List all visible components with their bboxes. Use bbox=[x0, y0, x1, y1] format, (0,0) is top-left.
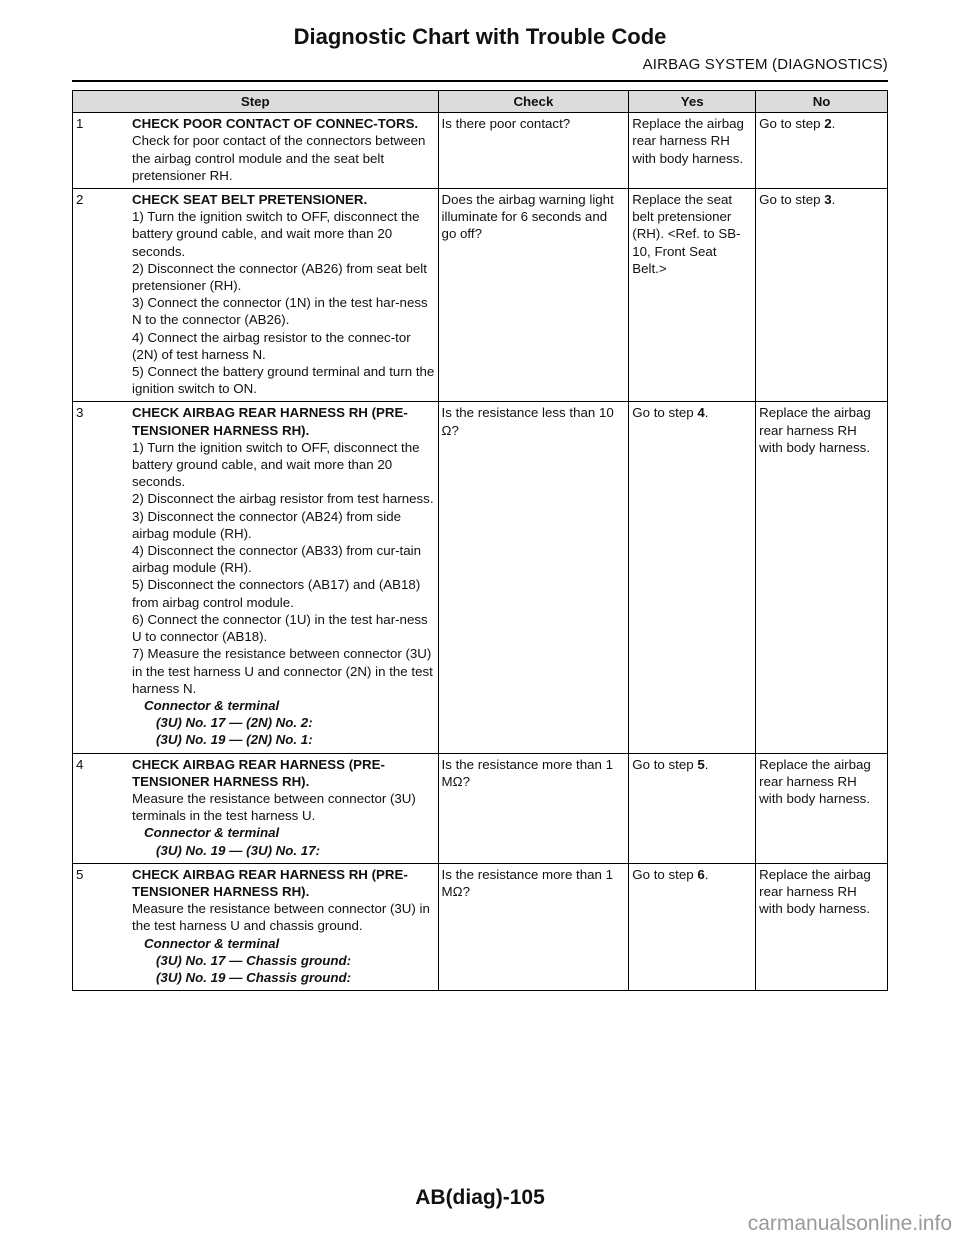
step-cell bbox=[73, 189, 439, 402]
check-cell: Is the resistance less than 10 Ω? bbox=[438, 402, 629, 753]
step-instruction: 4) Disconnect the connector (AB33) from cur-tain airbag module (RH). bbox=[132, 543, 421, 576]
step-instruction: 3) Disconnect the connector (AB24) from side airbag module (RH). bbox=[132, 508, 402, 541]
step-title: CHECK AIRBAG REAR HARNESS RH (PRE-TENSIONER HARNESS RH). bbox=[132, 405, 408, 438]
no-cell bbox=[756, 113, 888, 189]
no-cell: Replace the airbag rear harness RH with body harness. bbox=[756, 863, 888, 990]
table-row bbox=[73, 189, 888, 402]
connector-terminal-label: Connector & terminal bbox=[144, 825, 280, 841]
no-cell: Replace the airbag rear harness RH with body harness. bbox=[756, 753, 888, 863]
step-number: 3 bbox=[76, 405, 84, 421]
goto-step-text: Go to step bbox=[632, 756, 698, 772]
goto-step-text: Go to step bbox=[759, 192, 825, 208]
column-header-no: No bbox=[756, 91, 888, 113]
step-cell bbox=[73, 402, 439, 753]
goto-step-text: Go to step bbox=[759, 116, 825, 132]
column-header-check: Check bbox=[438, 91, 629, 113]
step-instruction: 6) Connect the connector (1U) in the test har-ness U to connector (AB18). bbox=[132, 611, 428, 645]
connector-terminal-item: (3U) No. 17 — (2N) No. 2: bbox=[156, 715, 313, 731]
yes-cell bbox=[629, 753, 756, 863]
yes-cell bbox=[629, 863, 756, 990]
header-rule bbox=[72, 80, 888, 82]
goto-step-link[interactable]: 2 bbox=[824, 116, 832, 132]
step-instruction: 1) Turn the ignition switch to OFF, disconnect the battery ground cable, and wait more than 20 seconds. bbox=[132, 439, 420, 490]
goto-step-suffix: . bbox=[704, 405, 709, 421]
no-cell bbox=[756, 189, 888, 402]
diagnostic-table bbox=[72, 90, 888, 991]
step-instruction: Measure the resistance between connector (3U) terminals in the test harness U. bbox=[132, 790, 416, 824]
goto-step-suffix: . bbox=[704, 756, 709, 772]
page-title: Diagnostic Chart with Trouble Code bbox=[293, 24, 667, 49]
check-cell: Is the resistance more than 1 MΩ? bbox=[438, 863, 629, 990]
goto-step-link[interactable]: 3 bbox=[824, 192, 832, 208]
goto-step-suffix: . bbox=[704, 866, 709, 882]
step-number: 4 bbox=[76, 756, 84, 772]
step-cell bbox=[73, 753, 439, 863]
goto-step-link[interactable]: 4 bbox=[697, 405, 705, 421]
column-header-yes: Yes bbox=[629, 91, 756, 113]
watermark: carmanualsonline.info bbox=[747, 1212, 952, 1235]
step-title: CHECK SEAT BELT PRETENSIONER. bbox=[132, 192, 368, 208]
section-subtitle: AIRBAG SYSTEM (DIAGNOSTICS) bbox=[642, 56, 888, 73]
step-instruction: 5) Connect the battery ground terminal and turn the ignition switch to ON. bbox=[132, 364, 435, 397]
step-title: CHECK AIRBAG REAR HARNESS RH (PRE-TENSIONER HARNESS RH). bbox=[132, 866, 408, 899]
connector-terminal-label: Connector & terminal bbox=[144, 935, 280, 951]
step-cell bbox=[73, 113, 439, 189]
connector-terminal-item: (3U) No. 19 — (2N) No. 1: bbox=[156, 732, 313, 748]
check-cell: Does the airbag warning light illuminate for 6 seconds and go off? bbox=[438, 189, 629, 402]
step-instruction: 1) Turn the ignition switch to OFF, disconnect the battery ground cable, and wait more than 20 seconds. bbox=[132, 209, 420, 259]
step-instruction: Measure the resistance between connector (3U) in the test harness U and chassis ground. bbox=[132, 901, 430, 934]
goto-step-suffix: . bbox=[831, 192, 836, 208]
step-instruction: 2) Disconnect the airbag resistor from test harness. bbox=[132, 491, 434, 507]
step-instruction: 7) Measure the resistance between connector (3U) in the test harness U and connector (2N) in the test harness N. bbox=[132, 646, 433, 696]
yes-cell: Replace the airbag rear harness RH with body harness. bbox=[629, 113, 756, 189]
table-row bbox=[73, 863, 888, 990]
connector-terminal-item: (3U) No. 17 — Chassis ground: bbox=[156, 952, 352, 968]
step-number: 2 bbox=[76, 192, 84, 208]
step-title: CHECK AIRBAG REAR HARNESS (PRE-TENSIONER HARNESS RH). bbox=[132, 756, 385, 789]
table-row bbox=[73, 402, 888, 753]
yes-cell: Replace the seat belt pretensioner (RH). <Ref. to SB-10, Front Seat Belt.> bbox=[629, 189, 756, 402]
table-row bbox=[73, 113, 888, 189]
table-header-row bbox=[73, 91, 888, 113]
step-title: CHECK POOR CONTACT OF CONNEC-TORS. bbox=[132, 116, 419, 132]
connector-terminal-item: (3U) No. 19 — (3U) No. 17: bbox=[156, 842, 321, 858]
goto-step-text: Go to step bbox=[632, 866, 698, 882]
connector-terminal-item: (3U) No. 19 — Chassis ground: bbox=[156, 969, 352, 985]
goto-step-link[interactable]: 5 bbox=[697, 756, 705, 772]
step-instruction: 2) Disconnect the connector (AB26) from seat belt pretensioner (RH). bbox=[132, 260, 427, 294]
step-instruction: 4) Connect the airbag resistor to the connec-tor (2N) of test harness N. bbox=[132, 329, 411, 362]
check-cell: Is the resistance more than 1 MΩ? bbox=[438, 753, 629, 863]
check-cell: Is there poor contact? bbox=[438, 113, 629, 189]
yes-cell bbox=[629, 402, 756, 753]
goto-step-suffix: . bbox=[831, 116, 836, 132]
connector-terminal-label: Connector & terminal bbox=[144, 697, 280, 713]
step-instruction: 5) Disconnect the connectors (AB17) and (AB18) from airbag control module. bbox=[132, 577, 421, 610]
step-instruction: 3) Connect the connector (1N) in the test har-ness N to the connector (AB26). bbox=[132, 295, 428, 328]
page-number: AB(diag)-105 bbox=[415, 1186, 545, 1209]
column-header-step: Step bbox=[73, 91, 439, 113]
no-cell: Replace the airbag rear harness RH with body harness. bbox=[756, 402, 888, 753]
step-cell bbox=[73, 863, 439, 990]
step-instruction: Check for poor contact of the connectors between the airbag control module and the seat belt pretensioner RH. bbox=[132, 133, 426, 183]
table-row bbox=[73, 753, 888, 863]
goto-step-link[interactable]: 6 bbox=[697, 866, 705, 882]
goto-step-text: Go to step bbox=[632, 405, 698, 421]
step-number: 1 bbox=[76, 116, 84, 132]
step-number: 5 bbox=[76, 866, 84, 882]
